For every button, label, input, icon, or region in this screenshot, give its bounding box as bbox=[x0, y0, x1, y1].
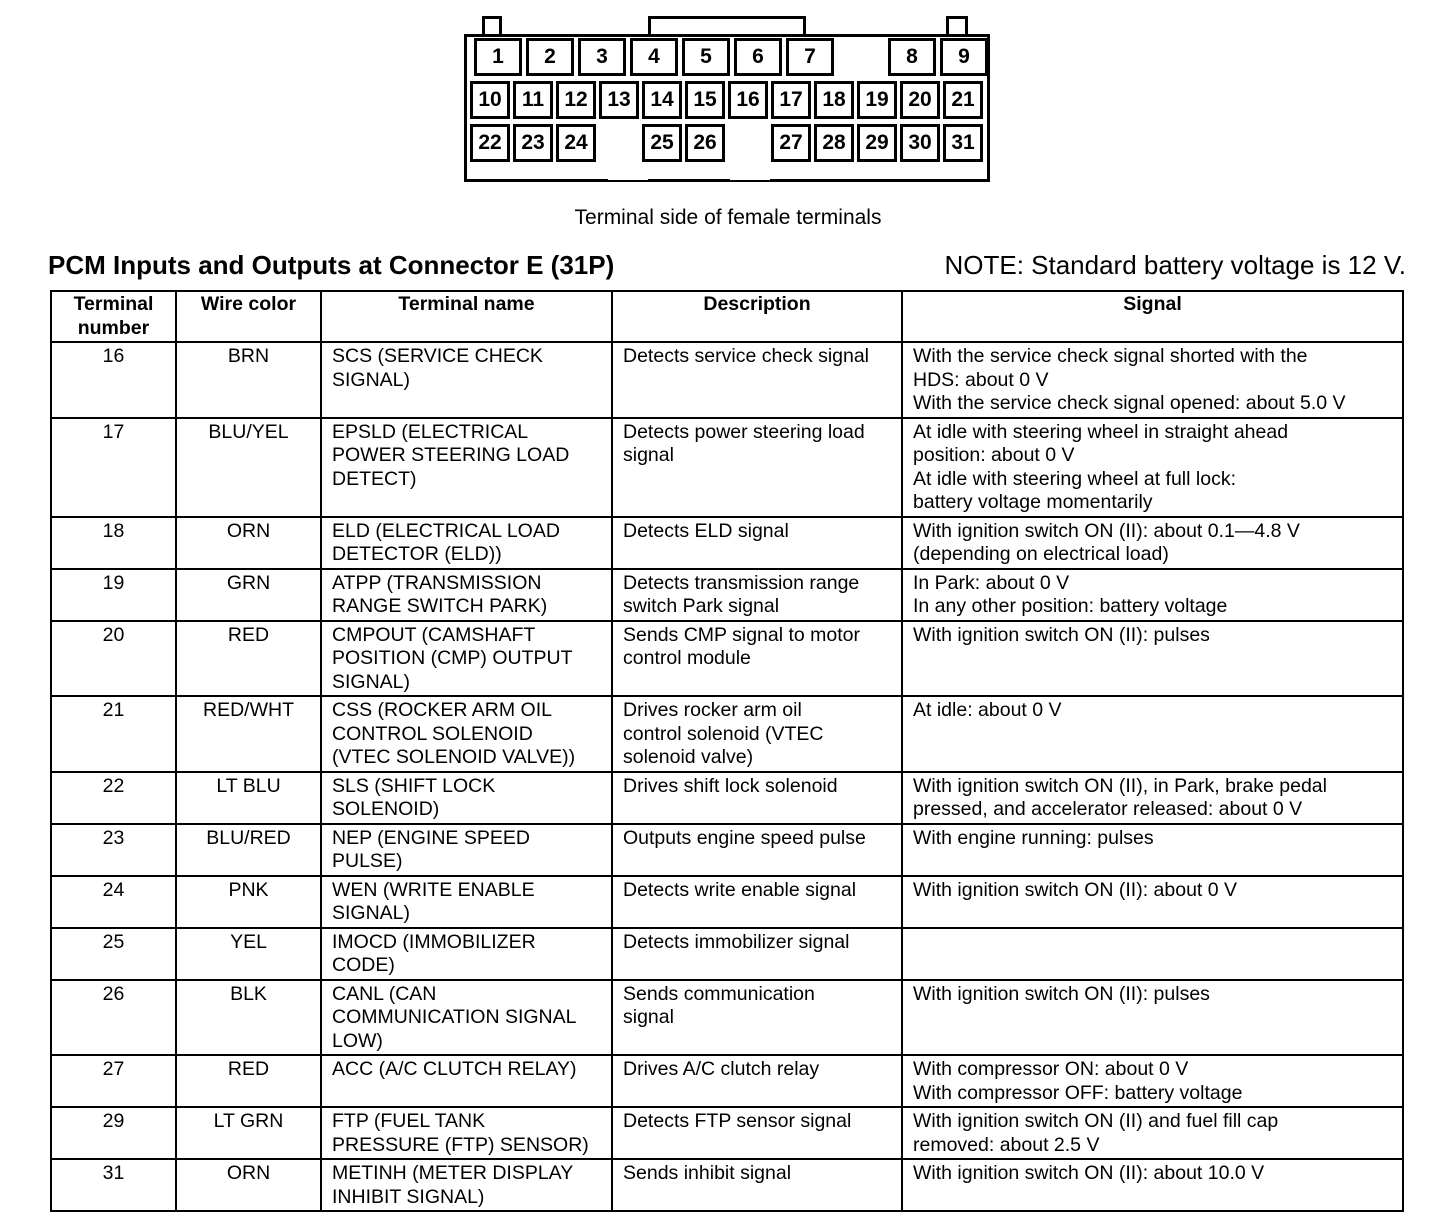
description-cell: Drives shift lock solenoid bbox=[612, 772, 902, 824]
terminal-number-cell: 22 bbox=[51, 772, 176, 824]
connector-pin-18: 18 bbox=[814, 81, 854, 119]
header-terminal-name: Terminal name bbox=[321, 291, 612, 342]
terminal-name-cell: ACC (A/C CLUTCH RELAY) bbox=[321, 1055, 612, 1107]
description-cell: Detects FTP sensor signal bbox=[612, 1107, 902, 1159]
terminal-name-cell: CANL (CAN COMMUNICATION SIGNAL LOW) bbox=[321, 980, 612, 1056]
table-row bbox=[51, 418, 1403, 517]
connector-pin-9: 9 bbox=[940, 38, 988, 76]
table-row bbox=[51, 928, 1403, 980]
table-row bbox=[51, 696, 1403, 772]
description-cell: Detects ELD signal bbox=[612, 517, 902, 569]
connector-pin-5: 5 bbox=[682, 38, 730, 76]
connector-pin-13: 13 bbox=[599, 81, 639, 119]
connector-pin-27: 27 bbox=[771, 124, 811, 162]
terminal-number-cell: 19 bbox=[51, 569, 176, 621]
signal-cell: With compressor ON: about 0 V With compressor OFF: battery voltage bbox=[902, 1055, 1403, 1107]
signal-cell: With ignition switch ON (II) and fuel fill cap removed: about 2.5 V bbox=[902, 1107, 1403, 1159]
signal-cell: With ignition switch ON (II), in Park, brake pedal pressed, and accelerator released: about 0 V bbox=[902, 772, 1403, 824]
connector-pin-29: 29 bbox=[857, 124, 897, 162]
terminal-name-cell: IMOCD (IMMOBILIZER CODE) bbox=[321, 928, 612, 980]
description-cell: Outputs engine speed pulse bbox=[612, 824, 902, 876]
connector-pin-11: 11 bbox=[513, 81, 553, 119]
wire-color-cell: BRN bbox=[176, 342, 321, 418]
connector-pin-14: 14 bbox=[642, 81, 682, 119]
diagram-caption: Terminal side of female terminals bbox=[574, 206, 882, 229]
wire-color-cell: YEL bbox=[176, 928, 321, 980]
signal-cell: With ignition switch ON (II): about 0.1—4.8 V (depending on electrical load) bbox=[902, 517, 1403, 569]
terminal-name-cell: ELD (ELECTRICAL LOAD DETECTOR (ELD)) bbox=[321, 517, 612, 569]
terminal-name-cell: SCS (SERVICE CHECK SIGNAL) bbox=[321, 342, 612, 418]
description-cell: Sends communication signal bbox=[612, 980, 902, 1056]
signal-cell: With engine running: pulses bbox=[902, 824, 1403, 876]
connector-pin-22: 22 bbox=[470, 124, 510, 162]
table-row bbox=[51, 980, 1403, 1056]
connector-diagram bbox=[460, 12, 1000, 176]
terminal-number-cell: 18 bbox=[51, 517, 176, 569]
connector-pin-10: 10 bbox=[470, 81, 510, 119]
description-cell: Detects transmission range switch Park signal bbox=[612, 569, 902, 621]
wire-color-cell: BLU/RED bbox=[176, 824, 321, 876]
terminal-name-cell: METINH (METER DISPLAY INHIBIT SIGNAL) bbox=[321, 1159, 612, 1211]
table-row bbox=[51, 1055, 1403, 1107]
wire-color-cell: BLU/YEL bbox=[176, 418, 321, 517]
table-row bbox=[51, 569, 1403, 621]
wire-color-cell: LT GRN bbox=[176, 1107, 321, 1159]
connector-pin-16: 16 bbox=[728, 81, 768, 119]
battery-note: NOTE: Standard battery voltage is 12 V. bbox=[944, 250, 1406, 280]
signal-cell: With ignition switch ON (II): pulses bbox=[902, 621, 1403, 697]
signal-cell: With ignition switch ON (II): about 10.0 V bbox=[902, 1159, 1403, 1211]
terminal-number-cell: 25 bbox=[51, 928, 176, 980]
table-row bbox=[51, 876, 1403, 928]
header-row bbox=[51, 291, 1403, 342]
connector-pin-31: 31 bbox=[943, 124, 983, 162]
description-cell: Drives A/C clutch relay bbox=[612, 1055, 902, 1107]
description-cell: Detects power steering load signal bbox=[612, 418, 902, 517]
terminal-number-cell: 16 bbox=[51, 342, 176, 418]
header-wire-color: Wire color bbox=[176, 291, 321, 342]
terminal-name-cell: CSS (ROCKER ARM OIL CONTROL SOLENOID (VTEC SOLENOID VALVE)) bbox=[321, 696, 612, 772]
pcm-io-table bbox=[50, 290, 1404, 1212]
signal-cell: With ignition switch ON (II): about 0 V bbox=[902, 876, 1403, 928]
table-row bbox=[51, 517, 1403, 569]
connector-gap bbox=[730, 122, 770, 180]
connector-pin-7: 7 bbox=[786, 38, 834, 76]
wire-color-cell: ORN bbox=[176, 517, 321, 569]
connector-pin-26: 26 bbox=[685, 124, 725, 162]
connector-gap bbox=[834, 37, 878, 77]
terminal-number-cell: 29 bbox=[51, 1107, 176, 1159]
terminal-number-cell: 21 bbox=[51, 696, 176, 772]
wire-color-cell: RED bbox=[176, 1055, 321, 1107]
wire-color-cell: LT BLU bbox=[176, 772, 321, 824]
table-row bbox=[51, 621, 1403, 697]
table-row bbox=[51, 1159, 1403, 1211]
terminal-number-cell: 23 bbox=[51, 824, 176, 876]
terminal-name-cell: NEP (ENGINE SPEED PULSE) bbox=[321, 824, 612, 876]
description-cell: Drives rocker arm oil control solenoid (VTEC solenoid valve) bbox=[612, 696, 902, 772]
connector-pin-21: 21 bbox=[943, 81, 983, 119]
terminal-number-cell: 27 bbox=[51, 1055, 176, 1107]
terminal-name-cell: WEN (WRITE ENABLE SIGNAL) bbox=[321, 876, 612, 928]
connector-pin-17: 17 bbox=[771, 81, 811, 119]
connector-pin-20: 20 bbox=[900, 81, 940, 119]
table-row bbox=[51, 772, 1403, 824]
connector-pin-12: 12 bbox=[556, 81, 596, 119]
connector-pin-3: 3 bbox=[578, 38, 626, 76]
wire-color-cell: GRN bbox=[176, 569, 321, 621]
terminal-name-cell: EPSLD (ELECTRICAL POWER STEERING LOAD DETECT) bbox=[321, 418, 612, 517]
wire-color-cell: PNK bbox=[176, 876, 321, 928]
page-title: PCM Inputs and Outputs at Connector E (31P) bbox=[48, 250, 615, 280]
header-signal: Signal bbox=[902, 291, 1403, 342]
signal-cell bbox=[902, 928, 1403, 980]
terminal-name-cell: ATPP (TRANSMISSION RANGE SWITCH PARK) bbox=[321, 569, 612, 621]
signal-cell: At idle with steering wheel in straight ahead position: about 0 V At idle with steering wheel at full lock: battery voltage momentarily bbox=[902, 418, 1403, 517]
signal-cell: With ignition switch ON (II): pulses bbox=[902, 980, 1403, 1056]
wire-color-cell: ORN bbox=[176, 1159, 321, 1211]
description-cell: Detects service check signal bbox=[612, 342, 902, 418]
terminal-name-cell: CMPOUT (CAMSHAFT POSITION (CMP) OUTPUT SIGNAL) bbox=[321, 621, 612, 697]
connector-pin-8: 8 bbox=[888, 38, 936, 76]
signal-cell: In Park: about 0 V In any other position: battery voltage bbox=[902, 569, 1403, 621]
description-cell: Detects write enable signal bbox=[612, 876, 902, 928]
connector-pin-30: 30 bbox=[900, 124, 940, 162]
description-cell: Detects immobilizer signal bbox=[612, 928, 902, 980]
connector-pin-23: 23 bbox=[513, 124, 553, 162]
header-description: Description bbox=[612, 291, 902, 342]
wire-color-cell: RED bbox=[176, 621, 321, 697]
connector-pin-28: 28 bbox=[814, 124, 854, 162]
signal-cell: At idle: about 0 V bbox=[902, 696, 1403, 772]
terminal-number-cell: 31 bbox=[51, 1159, 176, 1211]
terminal-name-cell: SLS (SHIFT LOCK SOLENOID) bbox=[321, 772, 612, 824]
terminal-number-cell: 20 bbox=[51, 621, 176, 697]
wire-color-cell: RED/WHT bbox=[176, 696, 321, 772]
table-row bbox=[51, 342, 1403, 418]
connector-pin-2: 2 bbox=[526, 38, 574, 76]
connector-pin-19: 19 bbox=[857, 81, 897, 119]
terminal-number-cell: 26 bbox=[51, 980, 176, 1056]
description-cell: Sends inhibit signal bbox=[612, 1159, 902, 1211]
connector-pin-6: 6 bbox=[734, 38, 782, 76]
table-row bbox=[51, 824, 1403, 876]
terminal-number-cell: 17 bbox=[51, 418, 176, 517]
connector-pin-1: 1 bbox=[474, 38, 522, 76]
terminal-number-cell: 24 bbox=[51, 876, 176, 928]
table-row bbox=[51, 1107, 1403, 1159]
connector-pin-24: 24 bbox=[556, 124, 596, 162]
terminal-name-cell: FTP (FUEL TANK PRESSURE (FTP) SENSOR) bbox=[321, 1107, 612, 1159]
connector-pin-25: 25 bbox=[642, 124, 682, 162]
header-terminal-number: Terminal number bbox=[51, 291, 176, 342]
description-cell: Sends CMP signal to motor control module bbox=[612, 621, 902, 697]
connector-pin-4: 4 bbox=[630, 38, 678, 76]
wire-color-cell: BLK bbox=[176, 980, 321, 1056]
connector-pin-15: 15 bbox=[685, 81, 725, 119]
signal-cell: With the service check signal shorted with the HDS: about 0 V With the service check signal opened: about 5.0 V bbox=[902, 342, 1403, 418]
